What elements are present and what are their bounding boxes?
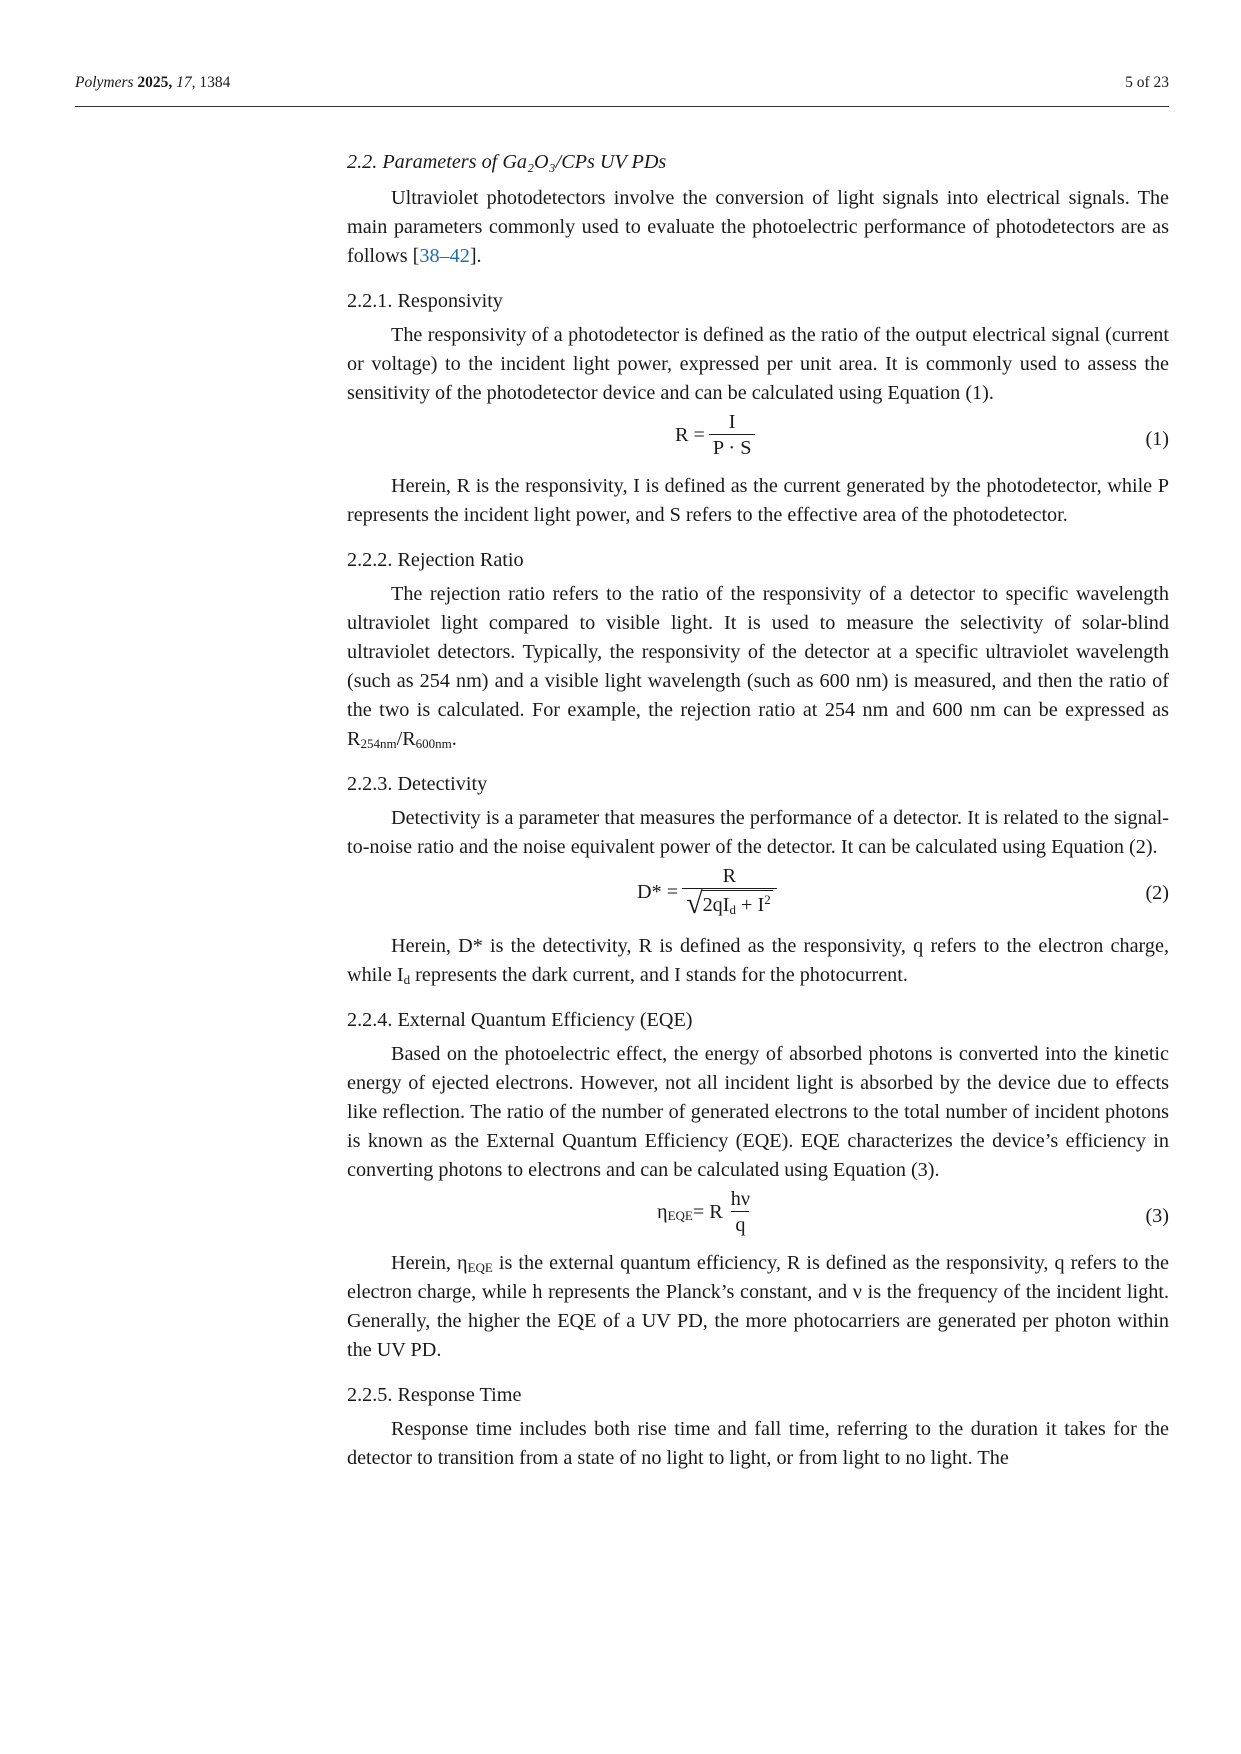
- equation-1: [347, 410, 1169, 468]
- detectivity-explanation: [347, 932, 1169, 990]
- equation-3: η $_{EQE}$ = R $\frac{h\nu}{q}$ (3): [657, 1188, 1169, 1236]
- rejection-end: .: [451, 728, 457, 750]
- page-header: [75, 70, 1169, 107]
- article-body: [347, 148, 1169, 1473]
- journal-citation: [75, 74, 230, 92]
- r254-symbol: R: [347, 728, 361, 750]
- eq1-fraction: [709, 410, 756, 461]
- eq3-numerator: hν: [730, 1188, 750, 1210]
- journal-year: 2025,: [137, 74, 173, 91]
- eq2-sup-2: 2: [764, 892, 771, 907]
- eq3-label: (3): [1145, 1205, 1169, 1227]
- eqe-expl-a: Herein, η: [391, 1252, 468, 1274]
- journal-article: 1384: [199, 74, 231, 91]
- eq3-fraction: [727, 1187, 754, 1238]
- detectivity-paragraph: Detectivity is a parameter that measures the performance of a detector. It is related to the signal-to-noise ratio and the noise equivalent power of the detector. It can be calculated using Equation (2).: [347, 807, 1169, 858]
- equation-2: [347, 864, 1169, 928]
- eq1-numerator: I: [728, 411, 736, 433]
- eqe-explanation: [347, 1249, 1169, 1365]
- radical-sign: √: [686, 887, 703, 920]
- rejection-text: The rejection ratio refers to the ratio of the responsivity of a detector to specific wavelength ultraviolet light compared to visible light. It is used to measure the selectivity of solar-blind ultraviolet detectors. Typically, the responsivity of the detector at a specific ultraviolet wavelength (such as 254 nm) and a visible light wavelength (such as 600 nm) is measured, and then the ratio of the two is calculated. For example, the rejection ratio at 254 nm and 600 nm can be expressed as: [347, 583, 1169, 721]
- journal-name: Polymers: [75, 74, 134, 91]
- subsection-heading-responsivity: 2.2.1. Responsivity: [347, 290, 503, 312]
- r600-symbol: R: [402, 728, 416, 750]
- section-heading: 2.2. Parameters of Ga₂O₃/CPs UV PDs: [347, 151, 667, 173]
- eq2-label: (2): [1145, 882, 1169, 904]
- eqe-expl-sub: EQE: [467, 1260, 493, 1275]
- sqrt-symbol: [686, 889, 773, 919]
- subsection-heading-detectivity: 2.2.3. Detectivity: [347, 773, 488, 795]
- ratio-slash: /: [396, 728, 403, 750]
- intro-paragraph: [347, 184, 1169, 271]
- eqe-expl-b: is the external quantum efficiency, R is defined as the responsivity, q refers to the electron charge, while h represents the Planck’s constant, and ν is the frequency of the incident light. Generally, the higher the EQE of a UV PD, the more photocarriers are generated per photon within the UV PD.: [347, 1252, 1169, 1361]
- intro-text: Ultraviolet photodetectors involve the conversion of light signals into electrical signals. The main parameters commonly used to evaluate the photoelectric performance of photodetectors are as follows [: [347, 187, 1169, 267]
- subsection-heading-response-time: 2.2.5. Response Time: [347, 1384, 522, 1406]
- eq2-term-b: + I: [736, 894, 765, 916]
- eq2-fraction: [682, 864, 777, 920]
- journal-volume: 17,: [176, 74, 196, 91]
- subsection-heading-eqe: 2.2.4. External Quantum Efficiency (EQE): [347, 1009, 693, 1031]
- r254-subscript: 254nm: [360, 736, 397, 751]
- eq3-denominator: q: [731, 1211, 749, 1238]
- eq2-lhs: D* =: [637, 880, 679, 903]
- eq2-numerator: R: [722, 865, 737, 887]
- citation-link[interactable]: 38–42: [419, 245, 470, 267]
- page-number: 5 of 23: [1125, 74, 1169, 91]
- subsection-heading-rejection: 2.2.2. Rejection Ratio: [347, 549, 524, 571]
- responsivity-explanation: Herein, R is the responsivity, I is defined as the current generated by the photodetector, while P represents the incident light power, and S refers to the effective area of the photodetector.: [347, 475, 1169, 526]
- eq2-radicand: [701, 890, 773, 919]
- eq2-denominator: [682, 888, 777, 920]
- eq2-sub-d: d: [729, 902, 736, 917]
- detectivity-expl-sub: d: [403, 972, 411, 987]
- eq1-lhs: R =: [675, 424, 705, 446]
- detectivity-expl-a: Herein, D* is the detectivity, R is defined as the responsivity, q refers to the electron charge, while I: [347, 935, 1169, 986]
- eq1-label: (1): [1145, 428, 1169, 450]
- intro-text-end: ].: [469, 245, 482, 267]
- r600-subscript: 600nm: [415, 736, 452, 751]
- response-time-paragraph: Response time includes both rise time and fall time, referring to the duration it takes for the detector to transition from a state of no light to light, or from light to no light. The: [347, 1418, 1169, 1469]
- eq3-eta: η: [657, 1201, 668, 1223]
- detectivity-expl-b: represents the dark current, and I stands for the photocurrent.: [410, 964, 908, 986]
- responsivity-paragraph: The responsivity of a photodetector is defined as the ratio of the output electrical signal (current or voltage) to the incident light power, expressed per unit area. It is commonly used to assess the sensitivity of the photodetector device and can be calculated using Equation (1).: [347, 324, 1169, 404]
- rejection-paragraph: [347, 580, 1169, 754]
- eq3-equals-r: = R: [692, 1201, 723, 1223]
- eq1-denominator: P · S: [709, 434, 756, 461]
- eq2-term-a: 2qI: [702, 894, 730, 916]
- eqe-paragraph: Based on the photoelectric effect, the energy of absorbed photons is converted into the kinetic energy of ejected electrons. However, not all incident light is absorbed by the device due to effects like reflection. The ratio of the number of generated electrons to the total number of incident photons is known as the External Quantum Efficiency (EQE). EQE characterizes the device’s efficiency in converting photons to electrons and can be calculated using Equation (3).: [347, 1043, 1169, 1181]
